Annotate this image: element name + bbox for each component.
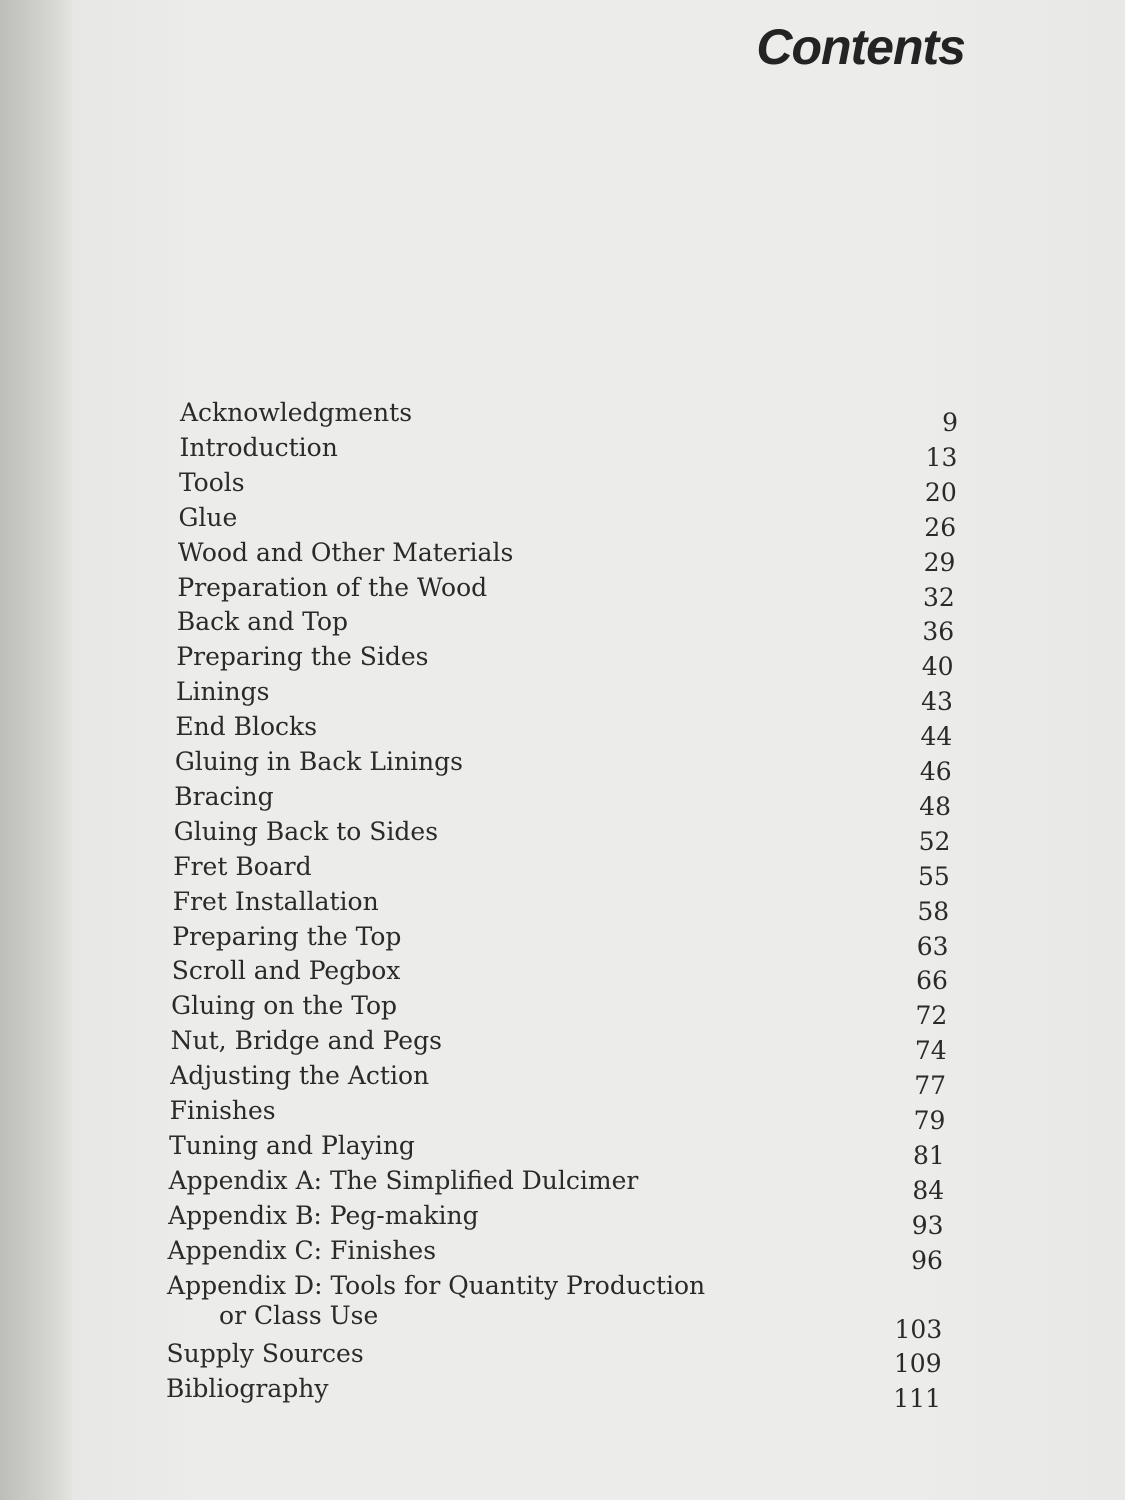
- toc-entry-title-line: Acknowledgments: [180, 398, 413, 427]
- toc-entry-title-line: Gluing on the Top: [171, 991, 398, 1021]
- toc-entry-title-line: Gluing Back to Sides: [173, 816, 439, 846]
- toc-entry-title: [171, 991, 397, 1021]
- toc-entry-page-number: 58: [917, 896, 950, 926]
- toc-entry-title: [172, 956, 401, 986]
- toc-entry-page-number: 9: [942, 408, 958, 437]
- toc-entry-title-line: Fret Board: [173, 851, 312, 881]
- toc-entry-title: [173, 852, 311, 882]
- toc-entry-title: [170, 1096, 276, 1126]
- toc-entry-page-number: 74: [914, 1036, 947, 1066]
- toc-entry-page-number: 40: [921, 652, 954, 682]
- toc-entry-title-line: Preparation of the Wood: [177, 572, 488, 602]
- toc-entry-title: [167, 1271, 705, 1331]
- toc-entry-page-number: 93: [911, 1210, 944, 1240]
- toc-entry-page-number: 79: [913, 1106, 946, 1135]
- toc-entry-page-number: 44: [920, 722, 953, 752]
- toc-entry-page-number: 48: [919, 791, 952, 821]
- toc-entry-title-line: Supply Sources: [166, 1339, 364, 1369]
- toc-entry-title-line: Preparing the Sides: [176, 642, 429, 672]
- toc-entry-title: [178, 538, 513, 568]
- toc-entry-page-number: 52: [918, 826, 951, 856]
- toc-entry-title-line: Nut, Bridge and Pegs: [170, 1026, 442, 1056]
- toc-entry-title-line: Finishes: [169, 1096, 276, 1125]
- toc-entry-page-number: 84: [912, 1175, 945, 1205]
- toc-entry-title: [167, 1339, 364, 1369]
- toc-entry-page-number: 36: [922, 617, 955, 647]
- toc-entry-title-line: Adjusting the Action: [170, 1061, 430, 1091]
- toc-entry-title-line: Wood and Other Materials: [177, 537, 514, 567]
- toc-entry-page-number: 96: [911, 1245, 943, 1275]
- toc-entry-page-number: 66: [916, 966, 948, 996]
- toc-entry-title: [171, 1026, 442, 1056]
- toc-entry-page-number: 63: [916, 931, 949, 961]
- toc-entry-page-number: 111: [893, 1384, 941, 1414]
- toc-entry-title: [168, 1201, 479, 1231]
- toc-entry-title: [169, 1166, 639, 1196]
- toc-entry-title: [174, 782, 273, 812]
- toc-entry-title: [166, 1374, 329, 1404]
- toc-entry-title-line: Appendix B: Peg-making: [168, 1200, 479, 1230]
- toc-entry-title: [169, 1131, 415, 1161]
- toc-entry-title-line: Fret Installation: [172, 886, 379, 916]
- toc-entry-title: [179, 468, 245, 498]
- toc-entry-page-number: 20: [924, 477, 957, 507]
- toc-entry-title-line: Appendix C: Finishes: [167, 1235, 437, 1265]
- toc-entry-page-number: 109: [893, 1349, 942, 1379]
- toc-entry-page-number: 32: [923, 582, 955, 612]
- toc-entry-title-line-2: or Class Use: [219, 1300, 379, 1330]
- toc-entry-title-line: Appendix D: Tools for Quantity Production: [167, 1270, 706, 1300]
- toc-entry-title-line: Preparing the Top: [172, 921, 402, 951]
- toc-entry-page-number: 13: [925, 442, 958, 472]
- toc-entry-page-number: 43: [921, 687, 953, 717]
- page-title: Contents: [756, 19, 965, 75]
- toc-entry-title: [172, 922, 401, 952]
- toc-entry-title: [168, 1236, 437, 1266]
- toc-entry-title: [175, 747, 463, 777]
- toc-entry-page-number: 103: [894, 1314, 943, 1344]
- toc-entry-title: [178, 503, 237, 533]
- toc-entry-title-line: Gluing in Back Linings: [174, 747, 463, 776]
- toc-entry-page-number: 81: [912, 1140, 945, 1170]
- toc-entry-title-line: Scroll and Pegbox: [171, 956, 401, 986]
- toc-entry-title: [174, 817, 438, 847]
- toc-entry-title-line: Appendix A: The Simplified Dulcimer: [168, 1165, 639, 1195]
- toc-entry-page-number: 72: [915, 1001, 948, 1031]
- toc-entry-title-line: Tools: [178, 467, 245, 497]
- toc-entry-title: [176, 677, 270, 707]
- toc-entry-title: [177, 573, 487, 603]
- toc-entry-title: [176, 642, 428, 672]
- toc-entry-page-number: 46: [919, 757, 952, 786]
- toc-entry-title: [180, 398, 412, 428]
- toc-entry-page-number: 77: [914, 1071, 947, 1101]
- toc-entry-page-number: 29: [923, 547, 956, 577]
- toc-entry-title: [177, 607, 348, 637]
- toc-entry-title-line: Glue: [178, 502, 238, 532]
- toc-entry-title-line: Linings: [175, 677, 270, 707]
- toc-entry-page-number: 55: [918, 861, 950, 891]
- toc-entry-page-number: 26: [924, 512, 957, 542]
- toc-entry-title: [173, 887, 379, 917]
- toc-entry-title-line: Bracing: [174, 781, 274, 811]
- toc-entry-title: [170, 1061, 429, 1091]
- toc-entry-title: [175, 712, 317, 742]
- toc-entry-title-line: Bibliography: [166, 1374, 329, 1404]
- toc-entry-title: [179, 433, 337, 463]
- toc-entry-title-line: End Blocks: [175, 712, 318, 742]
- toc-entry-title-line: Back and Top: [176, 607, 348, 637]
- toc-entry-title-line: Introduction: [179, 432, 338, 462]
- toc-entry-title-line: Tuning and Playing: [169, 1130, 415, 1160]
